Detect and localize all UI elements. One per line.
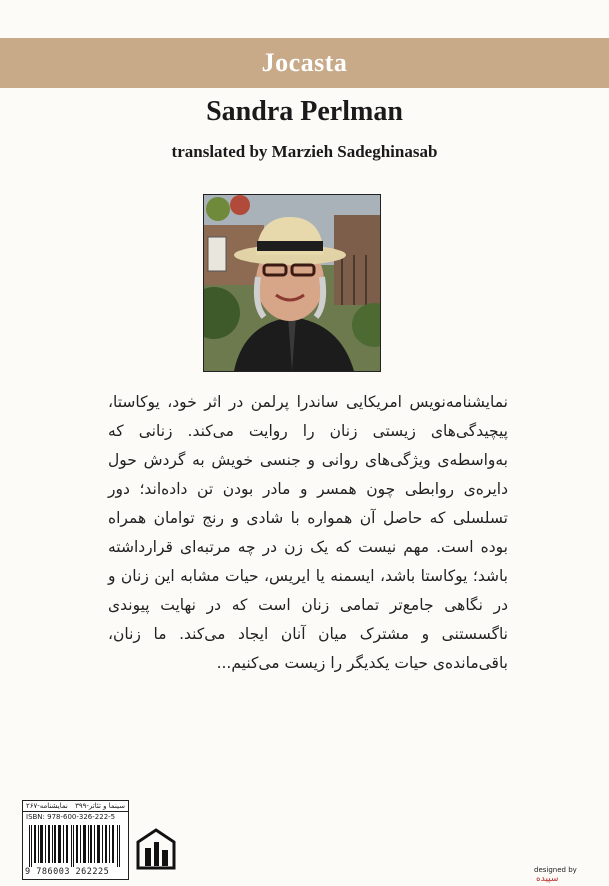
barcode-number: 9 786003 262225 bbox=[25, 867, 110, 877]
barcode-box bbox=[22, 800, 129, 880]
designer-signature: سپیده bbox=[536, 874, 559, 884]
series-play: نمایشنامه-۲۶۷ bbox=[26, 802, 68, 810]
publisher-logo-icon bbox=[136, 828, 176, 872]
title-band bbox=[0, 38, 609, 88]
author-portrait-image bbox=[203, 194, 381, 372]
isbn-text: ISBN: 978-600-326-222-5 bbox=[26, 813, 116, 821]
book-title: Jocasta bbox=[261, 48, 348, 77]
barcode-icon bbox=[27, 825, 123, 867]
blurb-text: نمایشنامه‌نویس امریکایی ساندرا پرلمن در اثر خود، یوکاستا، پیچیدگی‌های زیستی زنان را روایت می‌کند. زنانی که به‌واسطه‌ی ویژگی‌های روانی و جنسی خویش به گردش حول دایره‌ی روابطی چون همسر و مادر بودن تن داده‌اند؛ دور تسلسلی که حاصل آن همواره با شادی و رنج توامان همراه بوده است. مهم نیست که یک زن در چه مرتبه‌ای قرارداشته باشد؛ یوکاستا باشد، ایسمنه یا ایریس، حیات مشابه این زنان و در نگاهی جامع‌تر تمامی زنان است که در نهایت پیوندی ناگسستنی و مشترک میان آنان ایجاد می‌کند. ما زنان، باقی‌مانده‌ی حیات یکدیگر را زیست می‌کنیم... bbox=[108, 393, 508, 672]
author-name: Sandra Perlman bbox=[206, 96, 403, 127]
designed-by-label: designed by bbox=[534, 866, 577, 874]
series-row bbox=[23, 801, 128, 812]
series-cinema-theater: سینما و تئاتر-۳۹۹ bbox=[75, 802, 125, 810]
back-cover-blurb bbox=[108, 388, 508, 678]
translator-credit: translated by Marzieh Sadeghinasab bbox=[171, 142, 438, 161]
